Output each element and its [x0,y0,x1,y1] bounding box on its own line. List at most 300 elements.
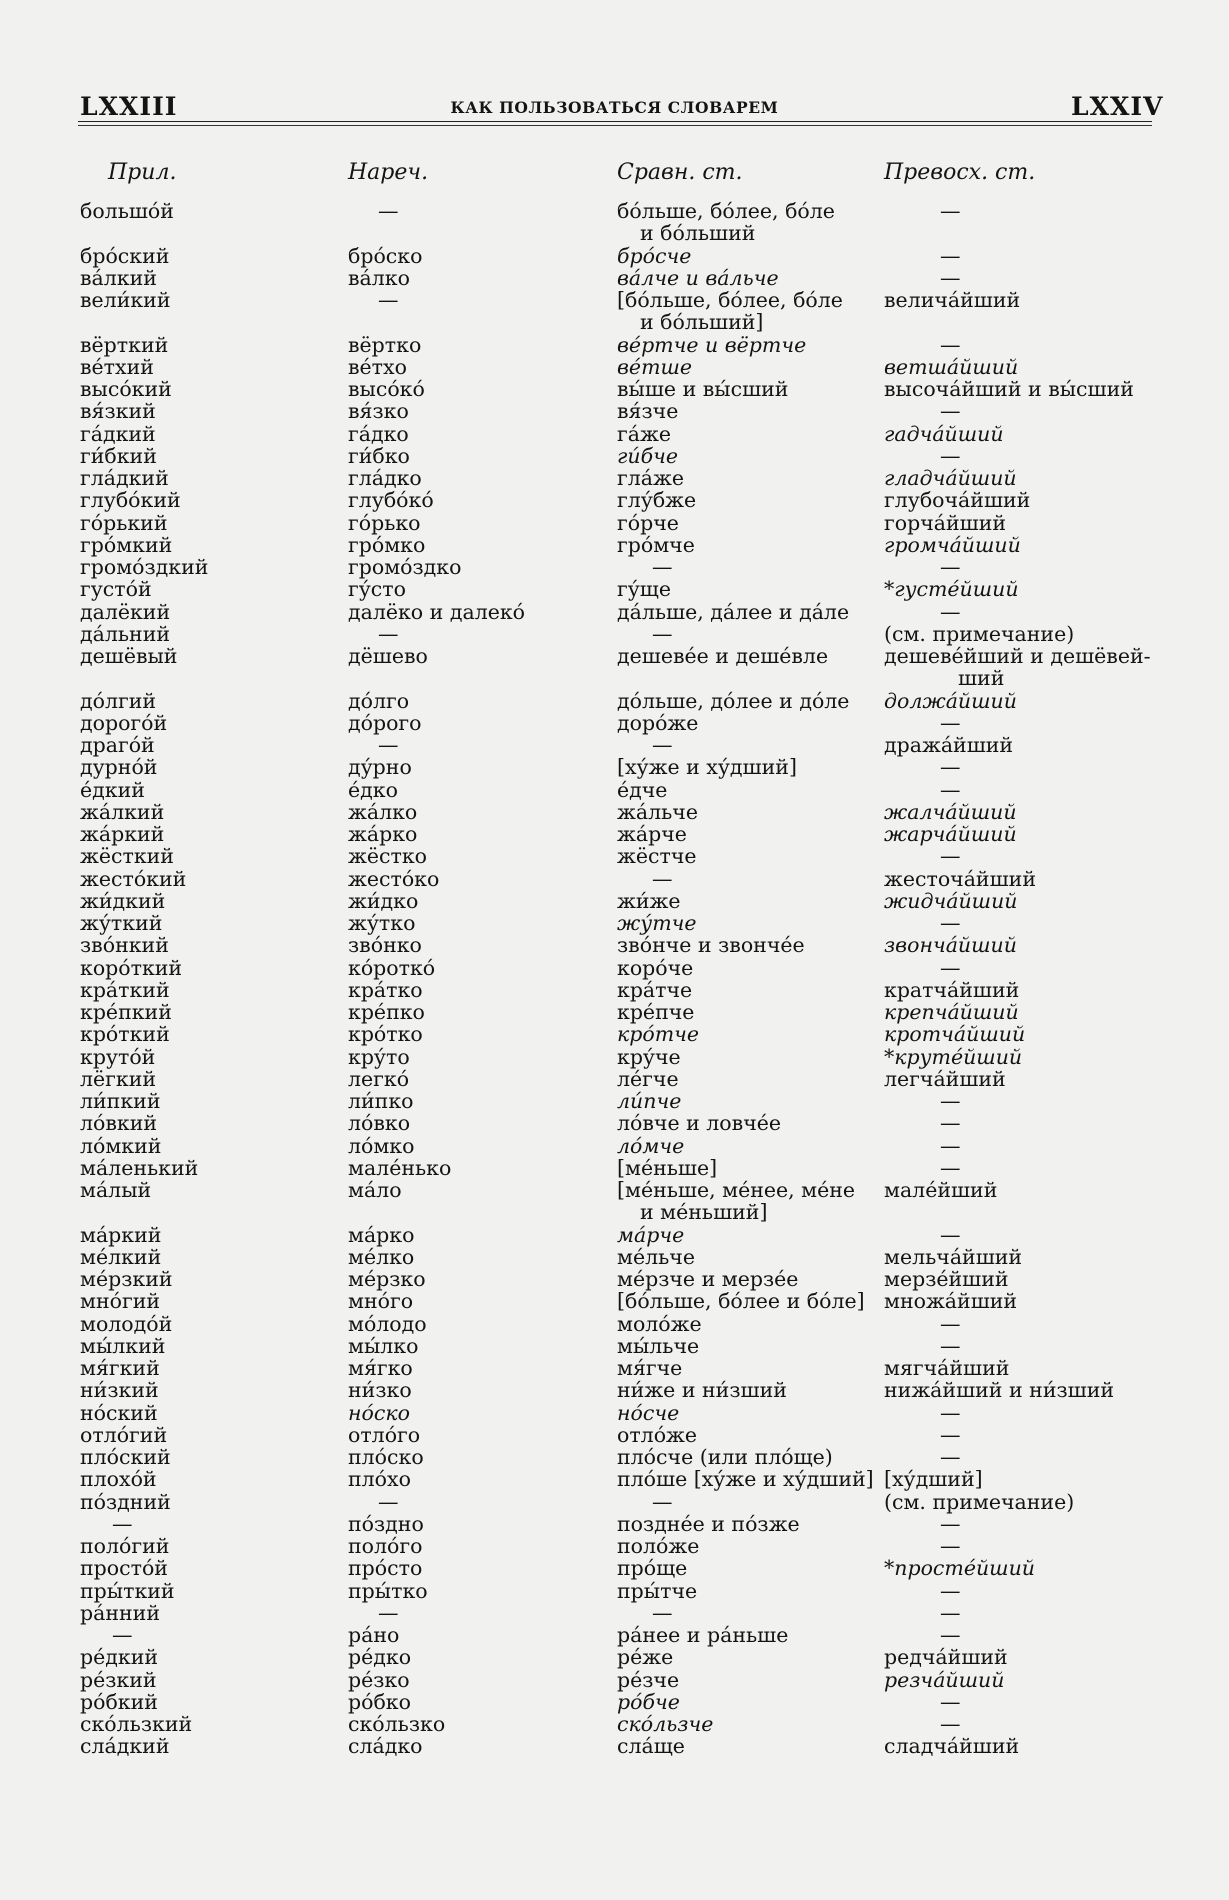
comparative-cell: кро́тче [617,1022,700,1047]
superlative-cell: велича́йший [884,288,1021,312]
adjective-cell: ма́лый [80,1178,152,1202]
comparative-cell: ле́гче [617,1066,679,1091]
adjective-cell: ва́лкий [80,265,157,290]
adverb-cell: пры́тко [348,1578,428,1603]
comparative-cell: ре́зче [617,1667,680,1692]
superlative-cell: редча́йший [884,1645,1008,1670]
comparative-cell: е́дче [617,777,668,802]
superlative-cell: — [940,199,961,223]
comparative-cell: ло́вче и ловче́е [617,1111,782,1136]
adverb-cell: дёшево [348,644,428,668]
adjective-cell: большо́й [80,199,174,223]
superlative-cell: — [940,1712,961,1736]
table-row [0,779,1229,802]
adverb-cell: — [378,733,399,757]
adverb-cell: жи́дко [348,888,419,913]
adjective-cell: зво́нкий [80,933,169,958]
superlative-cell: резча́йший [884,1667,1005,1692]
superlative-cell: — [940,1578,961,1603]
adjective-cell: глубо́кий [80,488,181,513]
table-row [0,423,1229,446]
adjective-cell: вя́зкий [80,399,156,424]
superlative-cell: — [940,1600,961,1625]
superlative-cell: крепча́йший [884,1000,1019,1024]
table-row [0,1535,1229,1558]
adjective-cell: — [112,1623,133,1647]
superlative-cell: легча́йший [884,1066,1006,1091]
superlative-cell: дешеве́йший и дешёвей- [884,644,1151,668]
adjective-cell: густо́й [80,577,152,602]
comparative-cell: — [652,866,673,891]
adverb-cell: до́рого [348,710,422,735]
superlative-cell: — [940,1689,961,1714]
comparative-cell: ни́же и ни́зший [617,1378,787,1403]
superlative-cell: кротча́йший [884,1022,1026,1047]
superlative-cell: дража́йший [884,733,1014,757]
table-row [0,289,1229,335]
superlative-cell: — [940,265,961,290]
table-row [0,1669,1229,1692]
superlative-cell: кратча́йший [884,977,1020,1002]
adverb-cell: ду́рно [348,755,412,780]
adjective-cell: плохо́й [80,1467,157,1492]
superlative-cell: — [940,1311,961,1336]
table-row [0,868,1229,891]
adverb-cell: высо́ко́ [348,377,425,401]
table-row [0,356,1229,379]
table-row [0,1246,1229,1269]
adverb-cell: ма́ло [348,1178,402,1202]
table-row [0,623,1229,646]
adverb-cell: кре́пко [348,1000,425,1024]
adjective-cell: далёкий [80,599,171,624]
table-row [0,934,1229,957]
superlative-cell: *круте́йший [884,1044,1023,1069]
adjective-cell: драго́й [80,733,155,757]
comparative-cell: жёстче [617,844,697,869]
table-row [0,1580,1229,1603]
superlative-cell: — [940,1222,961,1247]
superlative-cell: — [940,1155,961,1180]
superlative-cell: — [940,399,961,424]
superlative-cell: сладча́йший [884,1734,1020,1759]
comparative-cell: бро́сче [617,243,692,268]
superlative-cell: звонча́йший [884,933,1017,958]
superlative-cell: гладча́йший [884,466,1017,490]
comparative-cell: ме́рзче и мерзе́е [617,1267,799,1291]
superlative-cell: — [940,844,961,869]
adverb-cell: жу́тко [348,911,416,935]
table-row [0,957,1229,980]
adverb-cell: кру́то [348,1044,410,1069]
comparative-cell: — [652,1489,673,1514]
table-row [0,556,1229,579]
superlative-cell: мельча́йший [884,1244,1023,1269]
adjective-cell: отло́гий [80,1422,168,1447]
adjective-cell: вели́кий [80,288,171,312]
table-row [0,601,1229,624]
superlative-cell: ветша́йший [884,354,1019,379]
comparative-cell: га́же [617,421,671,446]
table-row [0,1379,1229,1402]
superlative-cell: высоча́йший и вы́сший [884,377,1134,401]
adjective-cell: дорого́й [80,710,168,735]
adverb-cell: но́ско [348,1400,410,1425]
superlative-cell: — [940,599,961,624]
comparative-cell: гу́ще [617,577,671,602]
superlative-cell: — [940,911,961,935]
adjective-cell: ве́тхий [80,354,154,379]
superlative-cell: жарча́йший [884,822,1017,846]
table-row [0,1691,1229,1714]
table-row [0,1224,1229,1247]
adjective-cell: вёрткий [80,332,169,357]
table-row [0,1335,1229,1358]
table-row [0,845,1229,868]
adverb-cell: глубо́ко́ [348,488,434,513]
adverb-cell: га́дко [348,421,409,446]
table-row [0,1624,1229,1647]
adjective-cell: ре́зкий [80,1667,157,1692]
adverb-cell: ме́лко [348,1244,415,1269]
superlative-cell: *просте́йший [884,1556,1035,1581]
comparative-cell: [ху́же и ху́дший] [617,755,797,780]
superlative-cell: — [940,1333,961,1358]
adverb-cell: бро́ско [348,243,423,268]
superlative-cell: жидча́йший [884,888,1018,913]
superlative-cell: — [940,755,961,780]
table-row [0,1735,1229,1758]
adjective-cell: ме́рзкий [80,1267,173,1291]
adjective-cell: жёсткий [80,844,174,869]
adjective-cell: громо́здкий [80,555,209,579]
adjective-cell: мя́гкий [80,1356,160,1380]
adverb-cell: мале́нько [348,1155,452,1180]
adjective-cell: ре́дкий [80,1645,159,1670]
comparative-cell: гро́мче [617,532,695,557]
adverb-cell: — [378,199,399,223]
table-row [0,1268,1229,1291]
adverb-cell: сла́дко [348,1734,423,1759]
table-row [0,756,1229,779]
comparative-cell: дешеве́е и деше́вле [617,644,829,668]
adverb-cell: мы́лко [348,1333,419,1358]
table-row [0,1313,1229,1336]
adjective-cell: бро́ский [80,243,170,268]
adjective-cell: ги́бкий [80,443,157,468]
adverb-cell: далёко и далеко́ [348,599,526,624]
table-row [0,823,1229,846]
comparative-cell: ро́бче [617,1689,680,1714]
left-page-number: LXXIII [80,92,178,121]
adverb-cell: гла́дко [348,466,422,490]
superlative-cell: — [940,332,961,357]
adverb-cell: — [378,288,399,312]
adverb-cell: ги́бко [348,443,410,468]
adverb-cell: ме́рзко [348,1267,426,1291]
table-row [0,1646,1229,1669]
adjective-cell: сла́дкий [80,1734,170,1759]
comparative-cell: глу́бже [617,488,697,513]
superlative-cell: нижа́йший и ни́зший [884,1378,1115,1403]
right-page-number: LXXIV [1071,92,1164,121]
adverb-cell: мо́лодо [348,1311,427,1336]
comparative-cell: моло́же [617,1311,702,1336]
table-row [0,267,1229,290]
adverb-cell: гро́мко [348,532,426,557]
superlative-cell: гадча́йший [884,421,1004,446]
superlative-cell: должа́йший [884,688,1017,713]
adverb-cell: ма́рко [348,1222,415,1247]
superlative-cell: множа́йший [884,1289,1018,1314]
comparative-cell: пры́тче [617,1578,698,1603]
adverb-cell: легко́ [348,1066,410,1091]
comparative-cell-continuation: и ме́ньший] [640,1200,768,1224]
table-row [0,378,1229,401]
adverb-cell: мно́го [348,1289,414,1314]
adverb-cell: громо́здко [348,555,462,579]
comparative-cell: жи́же [617,888,681,913]
adverb-cell: зво́нко [348,933,422,958]
adverb-cell: мя́гко [348,1356,413,1380]
superlative-cell: мале́йший [884,1178,998,1202]
adverb-cell: ве́тхо [348,354,407,379]
comparative-cell: кру́че [617,1044,681,1069]
comparative-cell: гла́же [617,466,684,490]
adjective-cell: ме́лкий [80,1244,162,1269]
adjective-cell: ло́мкий [80,1133,162,1158]
comparative-cell: зво́нче и звонче́е [617,933,805,958]
adverb-cell: жесто́ко [348,866,440,891]
adjective-cell: жи́дкий [80,888,166,913]
superlative-cell: жесточа́йший [884,866,1036,891]
superlative-cell: *густе́йший [884,577,1019,602]
adjective-cell: ло́вкий [80,1111,158,1136]
comparative-cell-continuation: и бо́льший [640,221,756,245]
table-row [0,489,1229,512]
comparative-cell: ве́тше [617,354,693,379]
comparative-cell: коро́че [617,955,694,980]
table-row [0,1135,1229,1158]
adverb-cell: по́здно [348,1511,424,1536]
adverb-cell: — [378,621,399,646]
comparative-cell: доро́же [617,710,699,735]
comparative-cell: поло́же [617,1534,700,1558]
adverb-cell: пло́хо [348,1467,411,1492]
comparative-cell: до́льше, до́лее и до́ле [617,688,850,713]
comparative-cell: ма́рче [617,1222,685,1247]
comparative-cell: ре́же [617,1645,674,1670]
superlative-cell: мерзе́йший [884,1267,1009,1291]
adverb-cell: ло́вко [348,1111,411,1136]
comparative-cell: мы́льче [617,1333,700,1358]
table-row [0,734,1229,757]
comparative-cell: про́ще [617,1556,688,1581]
table-row [0,712,1229,735]
column-header-adverb: Нареч. [348,160,429,185]
adverb-cell: кро́тко [348,1022,423,1047]
adverb-cell: ни́зко [348,1378,412,1403]
adjective-cell: просто́й [80,1556,168,1581]
comparative-cell: но́сче [617,1400,680,1425]
table-row [0,512,1229,535]
adjective-cell: го́рький [80,510,168,535]
adverb-cell: ко́ротко́ [348,955,436,980]
adjective-cell: кре́пкий [80,1000,172,1024]
superlative-cell: мягча́йший [884,1356,1010,1380]
adjective-cell: ро́бкий [80,1689,158,1714]
superlative-cell-continuation: ший [958,666,1005,690]
comparative-cell: поздне́е и по́зже [617,1511,800,1536]
superlative-cell: — [940,777,961,802]
superlative-cell: — [940,1422,961,1447]
table-row [0,1602,1229,1625]
table-row [0,645,1229,691]
comparative-cell: жу́тче [617,911,697,935]
column-header-adjective: Прил. [108,160,177,185]
adjective-cell: ра́нний [80,1600,160,1625]
table-row [0,1468,1229,1491]
comparative-cell: — [652,733,673,757]
superlative-cell: — [940,1111,961,1136]
page-header [0,88,1229,128]
table-row [0,1001,1229,1024]
adjective-cell: высо́кий [80,377,172,401]
comparative-cell: ско́льзче [617,1712,714,1736]
superlative-cell: — [940,555,961,579]
comparative-cell: пло́ше [ху́же и ху́дший] [617,1467,874,1492]
table-row [0,467,1229,490]
table-row [0,1557,1229,1580]
comparative-cell: жа́рче [617,822,687,846]
table-row [0,1446,1229,1469]
adverb-cell: ско́льзко [348,1712,446,1736]
comparative-cell: отло́же [617,1422,698,1447]
adverb-cell: е́дко [348,777,398,802]
superlative-cell: (см. примечание) [884,1489,1075,1514]
adjective-cell: е́дкий [80,777,145,802]
adverb-cell: до́лго [348,688,410,713]
adjective-cell: поло́гий [80,1534,170,1558]
adverb-cell: ли́пко [348,1089,414,1113]
adjective-cell: ма́ленький [80,1155,199,1180]
adverb-cell: ре́дко [348,1645,412,1670]
table-row [0,912,1229,935]
comparative-cell: го́рче [617,510,679,535]
adverb-cell: — [378,1600,399,1625]
comparative-cell: кра́тче [617,977,693,1002]
adjective-cell: — [112,1511,133,1536]
adverb-cell: — [378,1489,399,1514]
comparative-cell: [бо́льше, бо́лее и бо́ле] [617,1289,865,1314]
adjective-cell: молодо́й [80,1311,173,1336]
comparative-cell: ра́нее и ра́ньше [617,1623,789,1647]
adverb-cell: жёстко [348,844,427,869]
comparative-cell: ло́мче [617,1133,685,1158]
adjective-cell: ли́пкий [80,1089,161,1113]
table-row [0,1046,1229,1069]
adverb-cell: жа́лко [348,799,418,824]
adverb-cell: про́сто [348,1556,423,1581]
comparative-cell: вы́ше и вы́сший [617,377,789,401]
table-row [0,1424,1229,1447]
adverb-cell: ра́но [348,1623,400,1647]
adjective-cell: коро́ткий [80,955,183,980]
table-row [0,1179,1229,1225]
adverb-cell: гу́сто [348,577,406,602]
adjective-cell: кра́ткий [80,977,170,1002]
adjective-cell: до́лгий [80,688,157,713]
superlative-cell: (см. примечание) [884,621,1075,646]
superlative-cell: — [940,710,961,735]
adjective-cell: ни́зкий [80,1378,159,1403]
table-row [0,1491,1229,1514]
superlative-cell: — [940,1400,961,1425]
superlative-cell: — [940,955,961,980]
comparative-cell: [ме́ньше] [617,1155,718,1180]
comparative-cell: ли́пче [617,1089,682,1113]
adjective-cell: да́льний [80,621,171,646]
adjective-cell: дурно́й [80,755,158,780]
superlative-cell: — [940,1089,961,1113]
comparative-cell: ме́льче [617,1244,695,1269]
superlative-cell: — [940,243,961,268]
superlative-cell: — [940,1511,961,1536]
adverb-cell: вёртко [348,332,422,357]
comparative-cell: [ме́ньше, ме́нее, ме́не [617,1178,856,1202]
comparative-cell: ва́лче и ва́льче [617,265,779,290]
adjective-cell: кро́ткий [80,1022,170,1047]
column-header-comparative: Сравн. ст. [617,160,743,185]
table-row [0,1713,1229,1736]
table-row [0,245,1229,268]
adjective-cell: круто́й [80,1044,156,1069]
comparative-cell: — [652,1600,673,1625]
superlative-cell: горча́йший [884,510,1007,535]
superlative-cell: жалча́йший [884,799,1017,824]
comparative-cell: да́льше, да́лее и да́ле [617,599,850,624]
adverb-cell: отло́го [348,1422,421,1447]
superlative-cell: — [940,1445,961,1469]
adjective-cell: жа́ркий [80,822,165,846]
column-header-superlative: Превосх. ст. [884,160,1036,185]
table-row [0,578,1229,601]
header-rule [78,121,1152,122]
table-row [0,1023,1229,1046]
adjective-cell: мно́гий [80,1289,161,1314]
table-row [0,1290,1229,1313]
comparative-cell: бо́льше, бо́лее, бо́ле [617,199,835,223]
adjective-cell: жу́ткий [80,911,163,935]
adjective-cell: пло́ский [80,1445,171,1469]
table-row [0,1157,1229,1180]
adjective-cell: пры́ткий [80,1578,175,1603]
adjective-cell: ма́ркий [80,1222,162,1247]
running-title: КАК ПОЛЬЗОВАТЬСЯ СЛОВАРЕМ [450,98,779,117]
superlative-cell: — [940,1623,961,1647]
adverb-cell: ва́лко [348,265,410,290]
table-row [0,334,1229,357]
adverb-cell: ло́мко [348,1133,415,1158]
table-row [0,1513,1229,1536]
adjective-cell: лёгкий [80,1066,157,1091]
table-row [0,1112,1229,1135]
table-row [0,200,1229,246]
comparative-cell: ги́бче [617,443,678,468]
table-row [0,1090,1229,1113]
table-row [0,979,1229,1002]
superlative-cell: — [940,1133,961,1158]
